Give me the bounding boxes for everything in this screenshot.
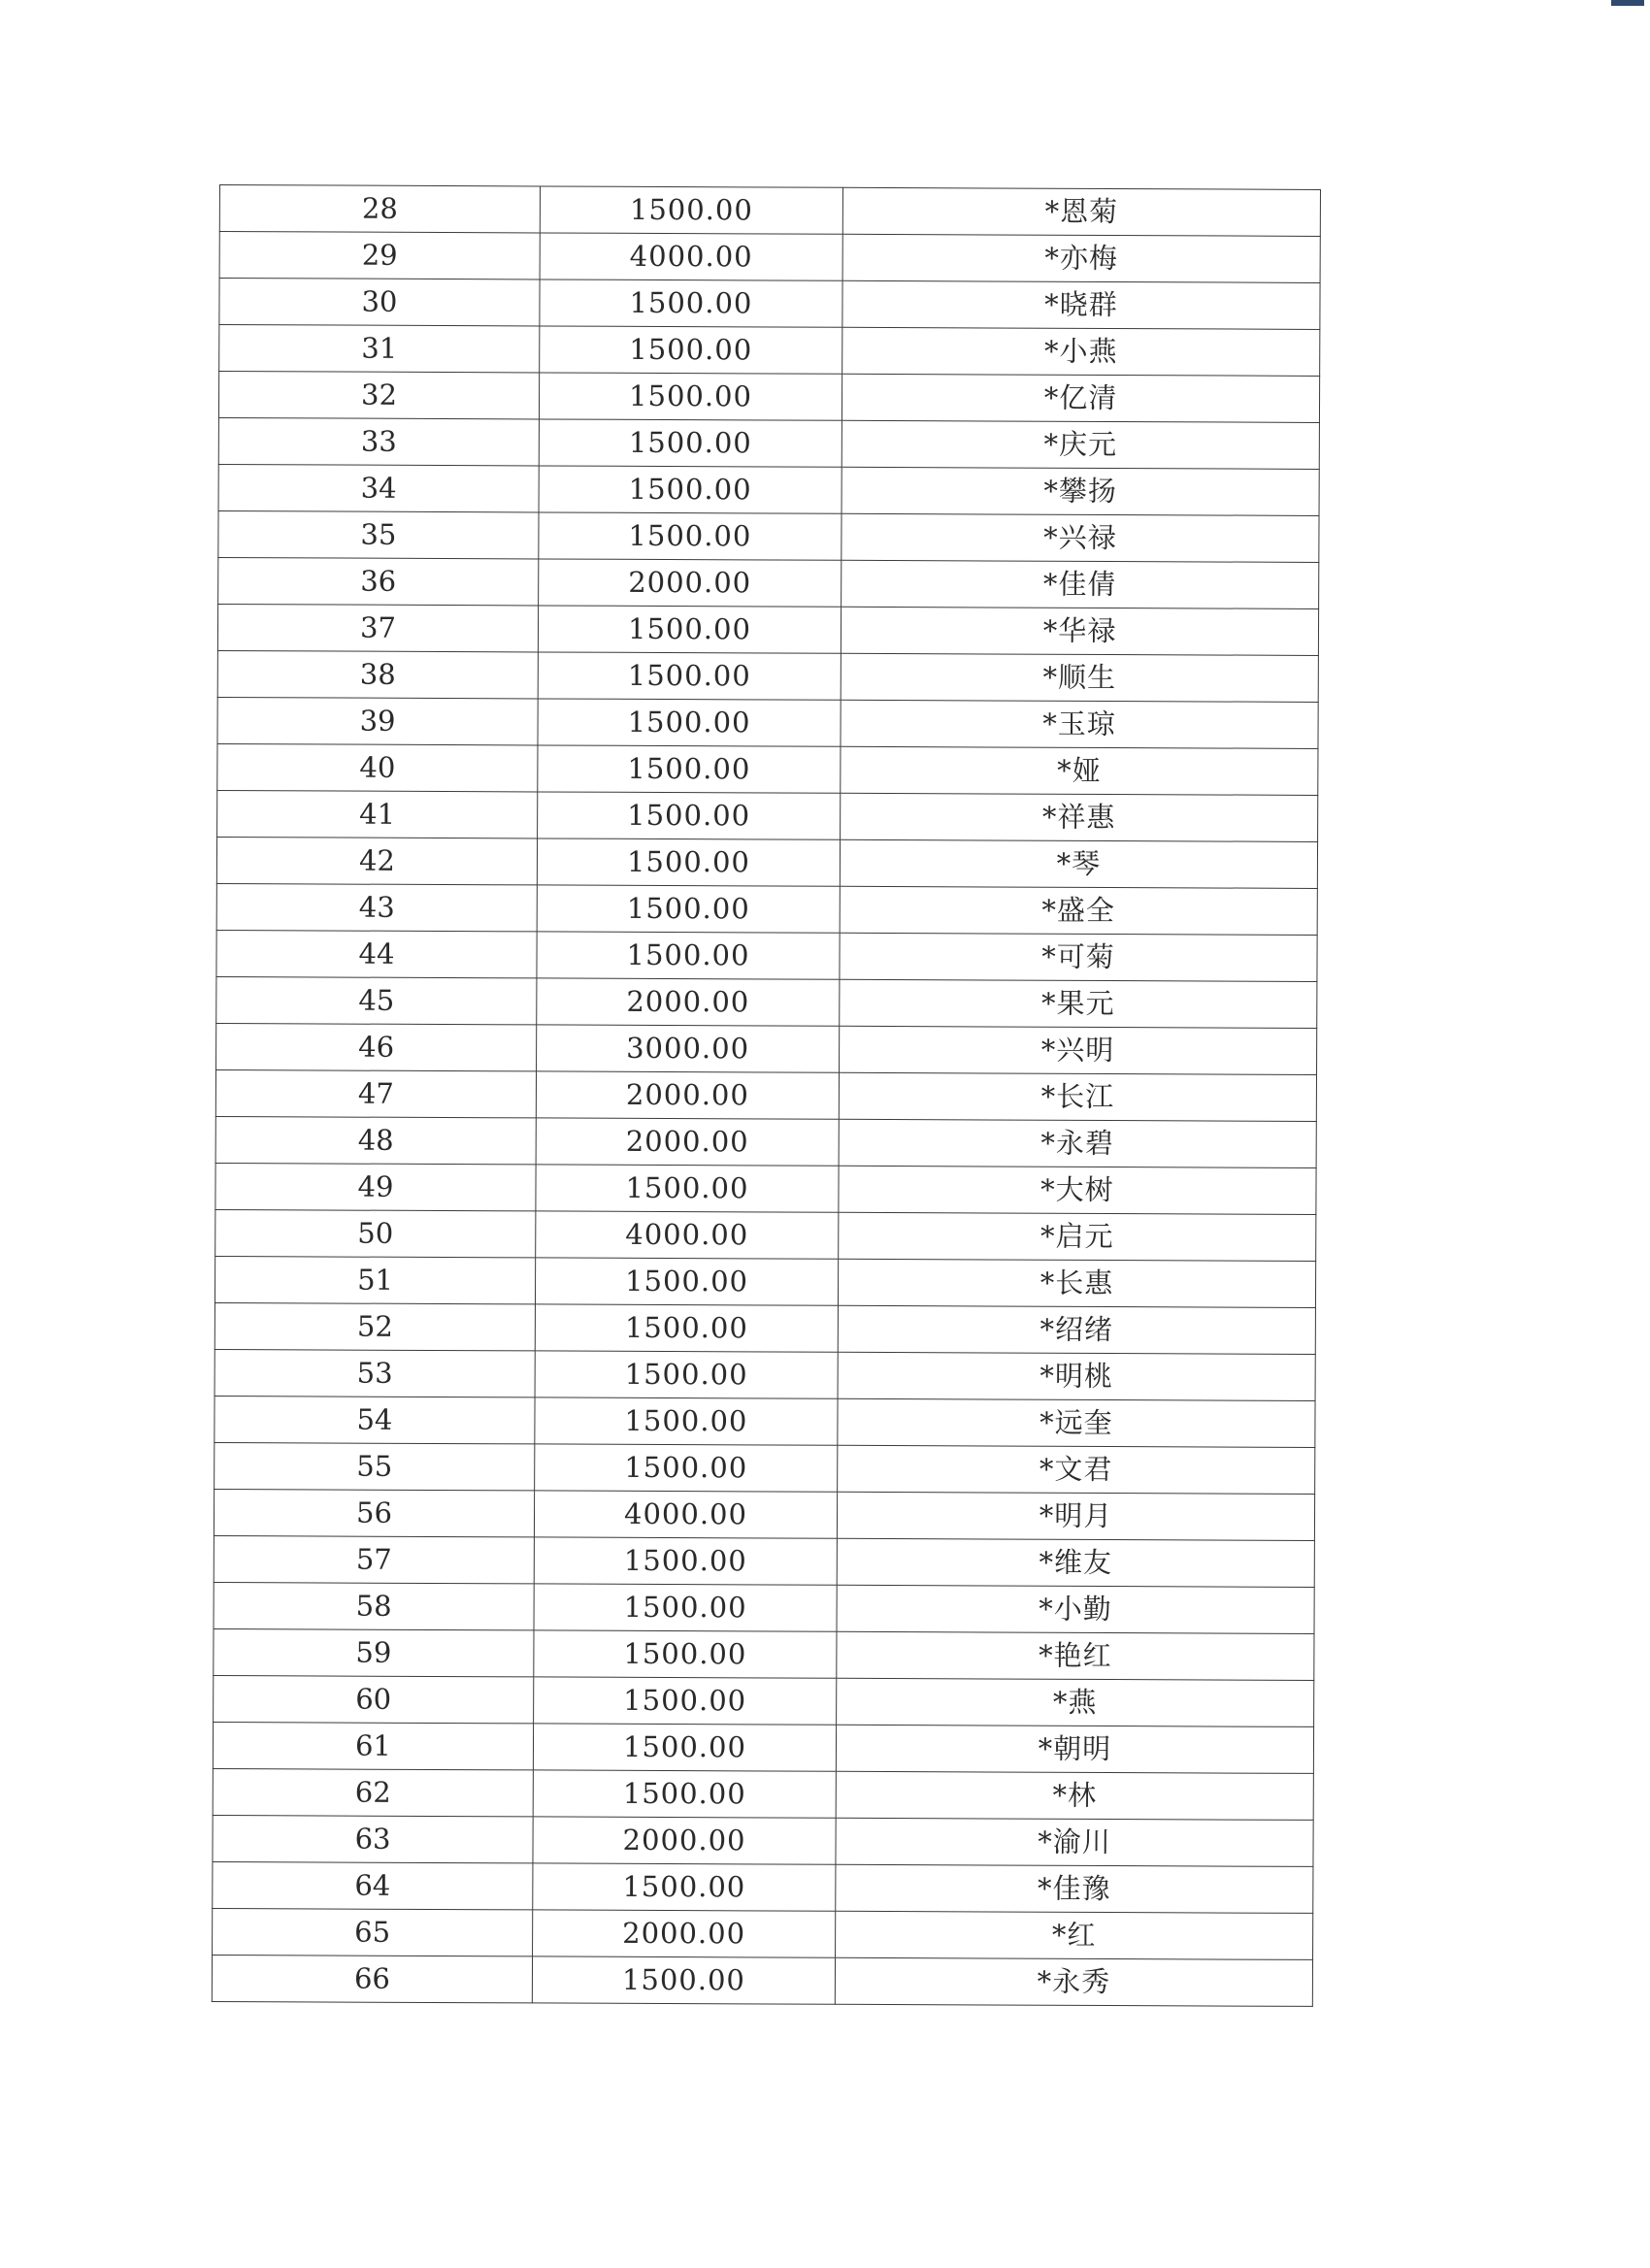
row-amount-cell: 1500.00 — [535, 1258, 838, 1305]
table-row — [215, 1209, 1316, 1261]
table-row — [214, 1349, 1315, 1400]
row-name-cell: *盛全 — [840, 886, 1317, 935]
table-row — [213, 1768, 1313, 1820]
row-amount-cell: 1500.00 — [532, 1956, 835, 2004]
row-index-cell: 58 — [214, 1582, 534, 1629]
row-amount-cell: 1500.00 — [534, 1584, 837, 1631]
table-row — [217, 743, 1318, 795]
row-index-cell: 60 — [214, 1675, 534, 1723]
table-row — [216, 930, 1317, 981]
row-amount-cell: 1500.00 — [540, 279, 842, 327]
row-name-cell: *亦梅 — [842, 234, 1320, 282]
table-row — [218, 464, 1319, 515]
row-amount-cell: 1500.00 — [538, 699, 841, 746]
row-amount-cell: 1500.00 — [539, 419, 842, 467]
row-index-cell: 49 — [215, 1163, 536, 1210]
row-index-cell: 43 — [216, 883, 537, 931]
row-index-cell: 48 — [215, 1116, 536, 1164]
row-name-cell: *晓群 — [842, 280, 1320, 329]
row-index-cell: 36 — [218, 557, 539, 605]
row-amount-cell: 1500.00 — [539, 373, 842, 420]
row-name-cell: *林 — [836, 1771, 1313, 1820]
row-index-cell: 41 — [217, 790, 538, 838]
row-name-cell: *娅 — [841, 746, 1318, 795]
row-name-cell: *玉琼 — [841, 700, 1318, 748]
table-row — [215, 1163, 1316, 1214]
table-row — [214, 1582, 1314, 1633]
row-index-cell: 57 — [214, 1535, 534, 1583]
row-index-cell: 54 — [214, 1396, 535, 1443]
row-amount-cell: 1500.00 — [534, 1537, 837, 1585]
table-row — [214, 1442, 1315, 1494]
row-name-cell: *明月 — [837, 1492, 1314, 1540]
row-index-cell: 47 — [215, 1069, 536, 1117]
row-amount-cell: 1500.00 — [535, 1444, 838, 1492]
row-amount-cell: 1500.00 — [538, 792, 841, 839]
row-name-cell: *果元 — [840, 979, 1317, 1028]
row-amount-cell: 1500.00 — [536, 1165, 839, 1212]
table-row — [219, 185, 1320, 237]
row-name-cell: *绍绪 — [838, 1305, 1315, 1354]
row-index-cell: 65 — [213, 1908, 533, 1956]
row-amount-cell: 2000.00 — [533, 1817, 836, 1864]
row-amount-cell: 1500.00 — [535, 1397, 838, 1445]
row-index-cell: 55 — [214, 1442, 535, 1490]
row-index-cell: 34 — [218, 464, 539, 511]
row-amount-cell: 1500.00 — [539, 512, 842, 560]
row-amount-cell: 4000.00 — [536, 1211, 839, 1259]
table-row — [216, 1023, 1317, 1074]
row-amount-cell: 3000.00 — [537, 1025, 840, 1072]
row-amount-cell: 1500.00 — [535, 1304, 838, 1352]
row-amount-cell: 2000.00 — [539, 559, 842, 607]
table-row — [213, 1722, 1313, 1773]
table-row — [212, 1955, 1312, 2006]
row-name-cell: *文君 — [838, 1445, 1315, 1494]
row-name-cell: *渝川 — [836, 1818, 1313, 1866]
table-row — [213, 1861, 1313, 1913]
row-index-cell: 39 — [217, 697, 538, 744]
table-row — [213, 1815, 1313, 1866]
row-amount-cell: 1500.00 — [538, 606, 841, 653]
row-index-cell: 61 — [213, 1722, 533, 1769]
row-name-cell: *恩菊 — [842, 187, 1320, 236]
row-index-cell: 29 — [219, 232, 540, 279]
table-row — [219, 232, 1320, 283]
row-name-cell: *庆元 — [842, 420, 1319, 469]
row-amount-cell: 1500.00 — [538, 745, 841, 793]
table-row — [214, 1302, 1315, 1354]
table-row — [214, 1628, 1314, 1680]
table-row — [214, 1535, 1314, 1587]
table-row — [217, 790, 1318, 841]
payment-table-body — [212, 185, 1320, 2007]
table-row — [215, 1069, 1316, 1121]
row-index-cell: 42 — [216, 837, 537, 884]
row-name-cell: *明桃 — [838, 1352, 1315, 1400]
row-name-cell: *兴禄 — [842, 513, 1319, 562]
row-index-cell: 40 — [217, 743, 538, 791]
row-index-cell: 62 — [213, 1768, 533, 1816]
row-index-cell: 63 — [213, 1815, 533, 1862]
row-amount-cell: 1500.00 — [540, 326, 842, 374]
row-index-cell: 50 — [215, 1209, 536, 1257]
row-name-cell: *长惠 — [838, 1259, 1315, 1307]
table-row — [216, 837, 1317, 888]
table-row — [217, 604, 1318, 655]
table-row — [217, 650, 1318, 702]
table-row — [219, 279, 1320, 330]
table-row — [218, 372, 1319, 423]
row-name-cell: *琴 — [840, 839, 1317, 888]
row-name-cell: *红 — [836, 1911, 1313, 1959]
row-amount-cell: 1500.00 — [540, 186, 842, 234]
row-amount-cell: 1500.00 — [537, 838, 840, 886]
table-row — [213, 1908, 1313, 1959]
table-row — [218, 557, 1319, 608]
row-index-cell: 45 — [216, 976, 537, 1024]
row-index-cell: 35 — [218, 510, 539, 558]
row-amount-cell: 1500.00 — [533, 1724, 836, 1771]
row-amount-cell: 1500.00 — [539, 466, 842, 513]
row-name-cell: *燕 — [837, 1678, 1314, 1726]
row-name-cell: *启元 — [839, 1212, 1316, 1261]
corner-mark — [1611, 0, 1644, 6]
payment-table — [212, 184, 1321, 2007]
row-name-cell: *永碧 — [839, 1119, 1316, 1167]
row-name-cell: *大树 — [839, 1166, 1316, 1214]
row-index-cell: 51 — [214, 1256, 535, 1303]
row-index-cell: 52 — [214, 1302, 535, 1350]
row-amount-cell: 2000.00 — [533, 1910, 836, 1957]
row-amount-cell: 1500.00 — [535, 1351, 838, 1398]
row-name-cell: *佳倩 — [842, 560, 1319, 608]
row-name-cell: *长江 — [839, 1072, 1316, 1121]
table-row — [218, 417, 1319, 469]
row-amount-cell: 1500.00 — [534, 1630, 837, 1678]
row-amount-cell: 1500.00 — [538, 652, 841, 700]
row-name-cell: *远奎 — [838, 1398, 1315, 1447]
row-index-cell: 64 — [213, 1861, 533, 1909]
row-name-cell: *小燕 — [842, 327, 1320, 376]
table-row — [215, 1116, 1316, 1167]
table-row — [214, 1489, 1314, 1540]
row-amount-cell: 1500.00 — [533, 1863, 836, 1911]
row-amount-cell: 1500.00 — [533, 1770, 836, 1818]
row-amount-cell: 2000.00 — [536, 1118, 839, 1166]
row-name-cell: *华禄 — [841, 607, 1318, 655]
table-row — [214, 1675, 1314, 1726]
row-amount-cell: 1500.00 — [534, 1677, 837, 1725]
table-row — [219, 325, 1320, 377]
row-name-cell: *兴明 — [840, 1026, 1317, 1074]
row-name-cell: *艳红 — [837, 1631, 1314, 1680]
row-index-cell: 53 — [214, 1349, 535, 1397]
row-index-cell: 59 — [214, 1628, 534, 1676]
row-index-cell: 44 — [216, 930, 537, 977]
row-name-cell: *祥惠 — [841, 793, 1318, 841]
row-index-cell: 31 — [219, 325, 540, 373]
table-row — [217, 697, 1318, 748]
row-amount-cell: 2000.00 — [537, 978, 840, 1026]
row-amount-cell: 1500.00 — [537, 932, 840, 979]
table-row — [216, 883, 1317, 935]
row-index-cell: 33 — [218, 417, 539, 465]
row-index-cell: 46 — [216, 1023, 537, 1070]
row-index-cell: 38 — [217, 650, 538, 698]
row-name-cell: *永秀 — [835, 1957, 1312, 2006]
table-row — [214, 1256, 1315, 1307]
row-name-cell: *佳豫 — [836, 1864, 1313, 1913]
row-amount-cell: 2000.00 — [536, 1071, 839, 1119]
row-index-cell: 28 — [219, 185, 540, 233]
row-name-cell: *小勤 — [837, 1585, 1314, 1633]
row-index-cell: 56 — [214, 1489, 534, 1536]
row-index-cell: 30 — [219, 279, 540, 326]
row-name-cell: *维友 — [837, 1538, 1314, 1587]
row-name-cell: *朝明 — [836, 1725, 1313, 1773]
row-index-cell: 37 — [217, 604, 538, 651]
row-index-cell: 32 — [218, 372, 539, 419]
table-row — [218, 510, 1319, 562]
row-amount-cell: 4000.00 — [534, 1491, 837, 1538]
row-index-cell: 66 — [212, 1955, 532, 2002]
row-name-cell: *可菊 — [840, 933, 1317, 981]
table-row — [216, 976, 1317, 1028]
table-row — [214, 1396, 1315, 1447]
row-amount-cell: 1500.00 — [537, 885, 840, 933]
row-amount-cell: 4000.00 — [540, 233, 842, 280]
row-name-cell: *攀扬 — [842, 467, 1319, 515]
row-name-cell: *亿清 — [842, 374, 1319, 422]
row-name-cell: *顺生 — [841, 653, 1318, 702]
